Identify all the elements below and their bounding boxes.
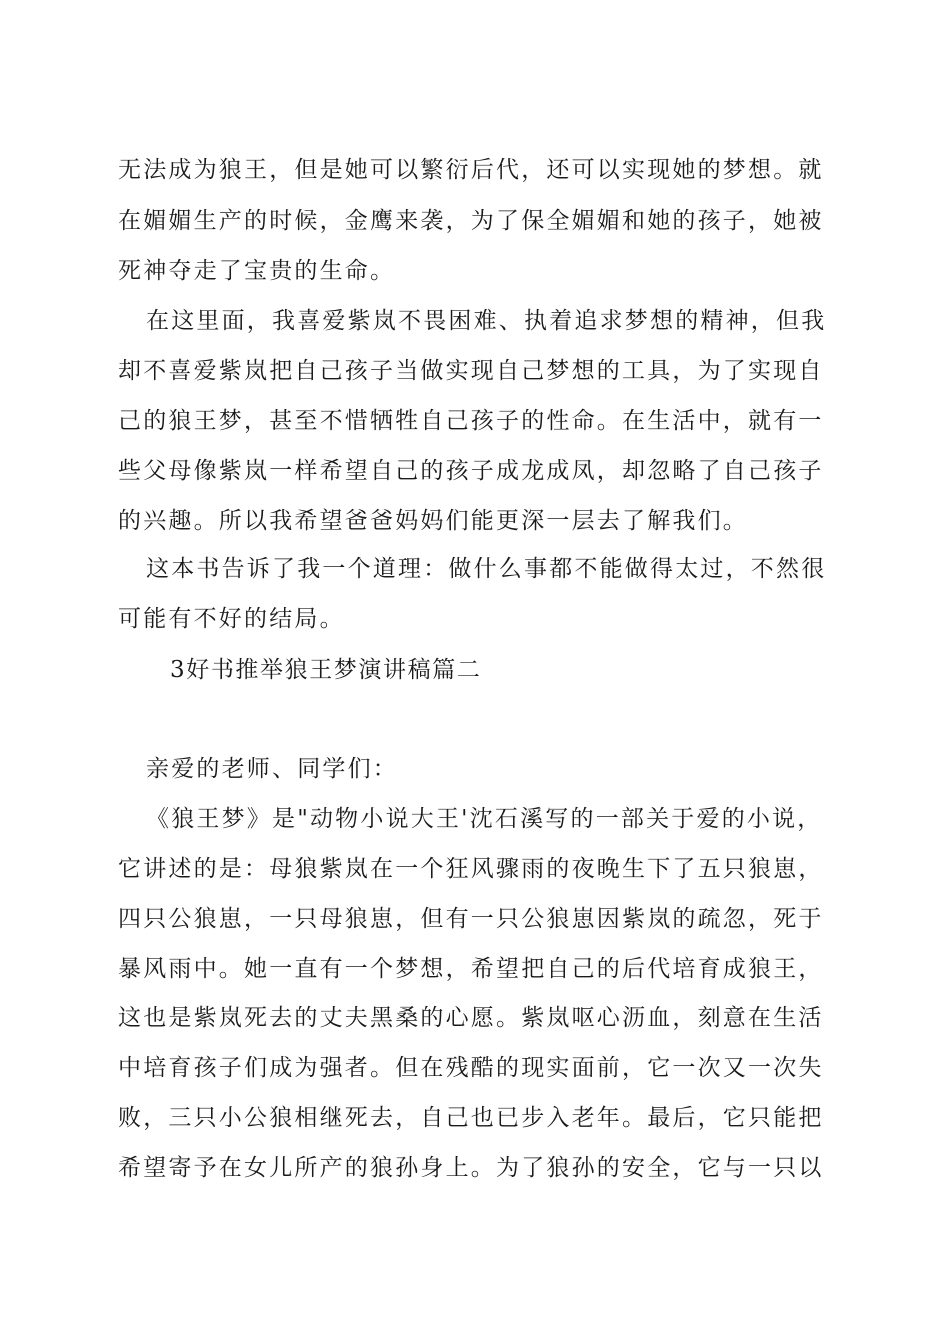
text-line: 无法成为狼王，但是她可以繁衍后代，还可以实现她的梦想。就 [118, 157, 824, 183]
text-line: 在媚媚生产的时候，金鹰来袭，为了保全媚媚和她的孩子，她被 [118, 208, 824, 234]
text-line: 希望寄予在女儿所产的狼孙身上。为了狼孙的安全，它与一只以 [118, 1155, 824, 1181]
text-line: 中培育孩子们成为强者。但在残酷的现实面前，它一次又一次失 [118, 1055, 824, 1081]
text-line: 四只公狼崽，一只母狼崽，但有一只公狼崽因紫岚的疏忽，死于 [118, 906, 824, 932]
text-line: 些父母像紫岚一样希望自己的孩子成龙成凤，却忽略了自己孩子 [118, 458, 824, 484]
text-line: 可能有不好的结局。 [118, 606, 345, 632]
paragraph-first-line: 在这里面，我喜爱紫岚不畏困难、执着追求梦想的精神，但我 [146, 308, 827, 334]
text-line: 死神夺走了宝贵的生命。 [118, 258, 396, 284]
text-line: 暴风雨中。她一直有一个梦想，希望把自己的后代培育成狼王， [118, 956, 824, 982]
paragraph-first-line: 《狼王梦》是"动物小说大王'沈石溪写的一部关于爱的小说， [146, 806, 823, 832]
text-line: 己的狼王梦，甚至不惜牺牲自己孩子的性命。在生活中，就有一 [118, 408, 824, 434]
text-line: 却不喜爱紫岚把自己孩子当做实现自己梦想的工具，为了实现自 [118, 358, 824, 384]
text-line: 败，三只小公狼相继死去，自己也已步入老年。最后，它只能把 [118, 1105, 824, 1131]
section-heading: 3好书推举狼王梦演讲稿篇二 [170, 657, 482, 683]
paragraph-first-line: 这本书告诉了我一个道理：做什么事都不能做得太过，不然很 [146, 556, 827, 582]
text-line: 的兴趣。所以我希望爸爸妈妈们能更深一层去了解我们。 [118, 508, 748, 534]
salutation: 亲爱的老师、同学们： [146, 756, 398, 782]
text-line: 这也是紫岚死去的丈夫黑桑的心愿。紫岚呕心沥血，刻意在生活 [118, 1005, 824, 1031]
text-line: 它讲述的是：母狼紫岚在一个狂风骤雨的夜晚生下了五只狼崽， [118, 856, 824, 882]
